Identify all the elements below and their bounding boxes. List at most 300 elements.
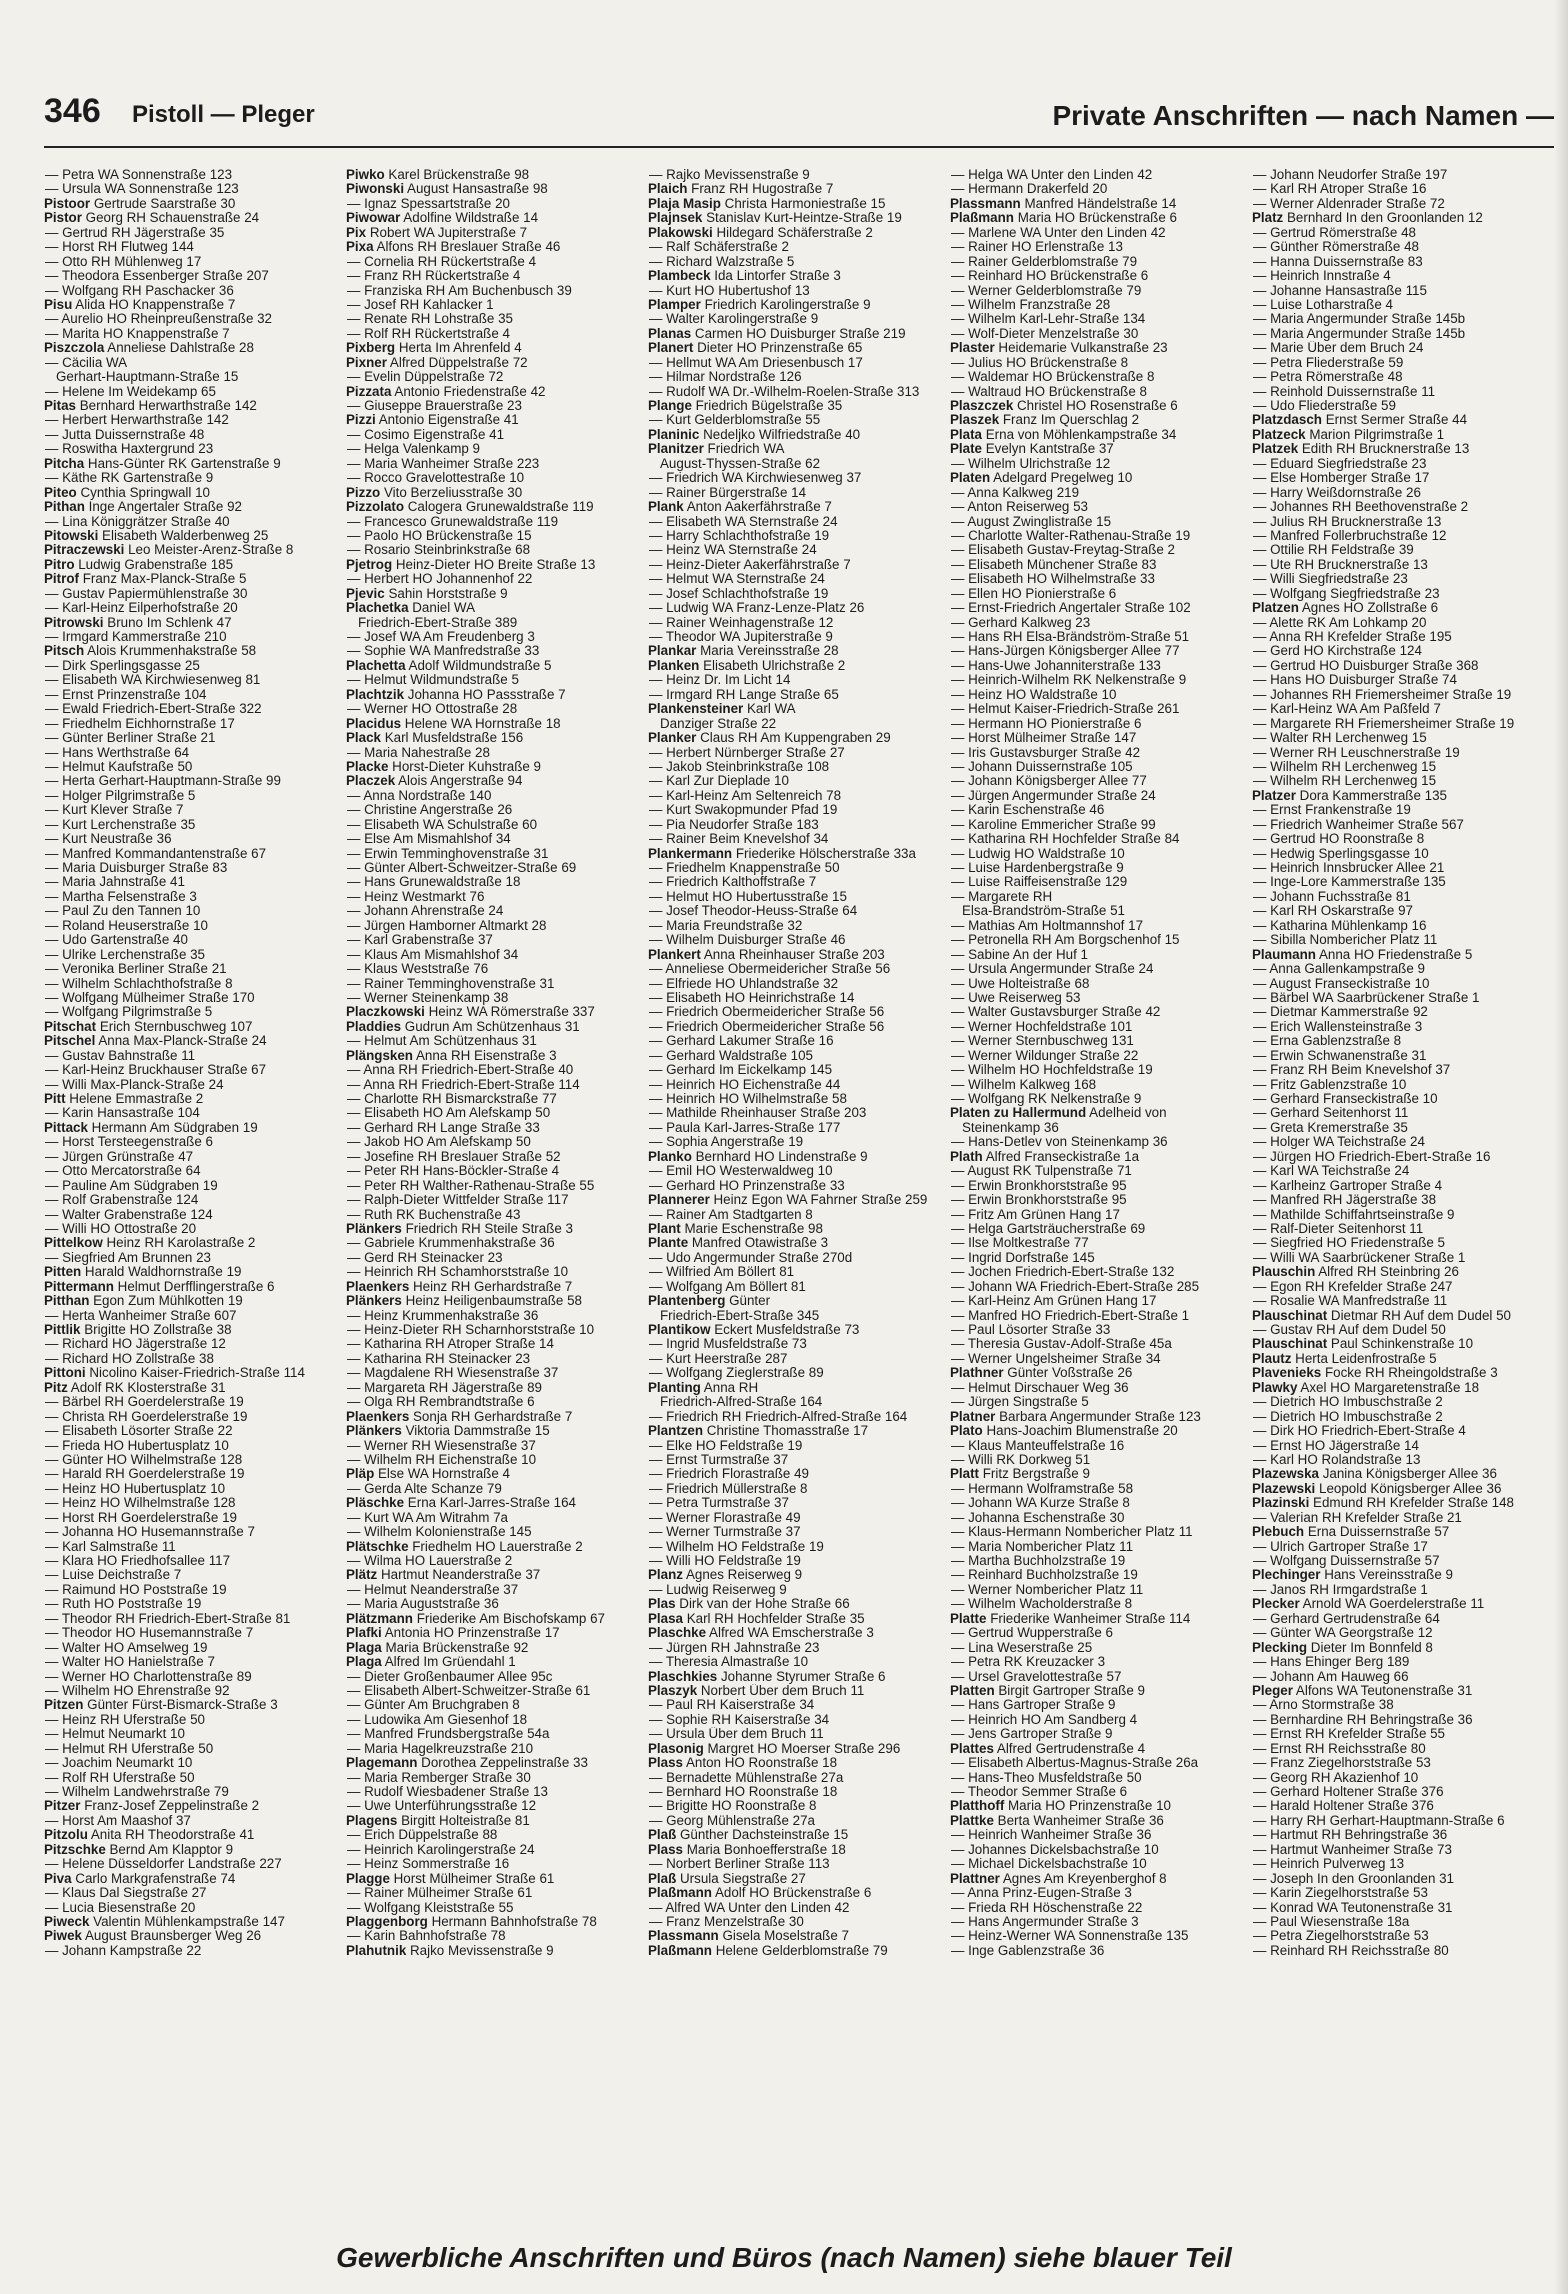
directory-entry: — Hans Gartroper Straße 9 xyxy=(951,1698,1116,1713)
directory-entry: Plechinger Hans Vereinsstraße 9 xyxy=(1252,1568,1453,1583)
directory-entry: — Gertrud HO Roonstraße 8 xyxy=(1253,832,1425,847)
directory-entry: — Werner HO Ottostraße 28 xyxy=(347,702,518,717)
directory-entry: — Wilhelm Duisburger Straße 46 xyxy=(649,933,846,948)
directory-entry: — Elisabeth WA Schulstraße 60 xyxy=(347,817,538,832)
directory-entry: — Walter HO Hanielstraße 7 xyxy=(45,1655,215,1670)
directory-entry: — Mathilde Rheinhauser Straße 203 xyxy=(649,1106,867,1121)
directory-entry: Pittlik Brigitte HO Zollstraße 38 xyxy=(44,1323,232,1337)
directory-entry: — Jakob Steinbrinkstraße 108 xyxy=(649,759,830,774)
directory-entry: — Wolfgang RK Nelkenstraße 9 xyxy=(951,1092,1142,1106)
directory-entry: Plantzen Christine Thomasstraße 17 xyxy=(648,1424,869,1439)
directory-entry: — Hans Werthstraße 64 xyxy=(45,745,190,760)
directory-entry: — Heinz HO Wilhelmstraße 128 xyxy=(45,1496,236,1511)
directory-entry: Plaßmann Helene Gelderblomstraße 79 xyxy=(648,1943,888,1958)
directory-entry: — Elisabeth Albert-Schweitzer-Straße 61 xyxy=(347,1683,591,1698)
directory-entry: Platzdasch Ernst Sermer Straße 44 xyxy=(1252,413,1468,428)
directory-entry: — Hans-Theo Musfeldstraße 50 xyxy=(951,1770,1142,1785)
directory-entry: Plaggenborg Hermann Bahnhofstraße 78 xyxy=(346,1914,597,1929)
directory-entry: — Hans-Jürgen Königsberger Allee 77 xyxy=(951,644,1180,659)
directory-entry: Plavenieks Focke RH Rheingoldstraße 3 xyxy=(1252,1366,1498,1381)
directory-column xyxy=(950,168,1252,2198)
directory-entry: Steinenkamp 36 xyxy=(962,1120,1059,1135)
directory-entry: Danziger Straße 22 xyxy=(660,716,777,731)
directory-column xyxy=(648,168,950,2198)
directory-entry: — Frieda HO Hubertusplatz 10 xyxy=(45,1438,229,1453)
directory-entry: — Karl-Heinz Bruckhauser Straße 67 xyxy=(45,1063,267,1078)
directory-entry: — Karin Bahnhofstraße 78 xyxy=(347,1929,506,1944)
directory-entry: — Friedhelm Knappenstraße 50 xyxy=(649,861,840,875)
directory-entry: — Rainer Mülheimer Straße 61 xyxy=(347,1886,533,1901)
directory-entry: — Margarete RH xyxy=(951,889,1053,904)
directory-entry: — Ottilie RH Feldstraße 39 xyxy=(1253,543,1414,558)
directory-entry: — Luise Lotharstraße 4 xyxy=(1253,297,1393,312)
directory-columns xyxy=(44,168,1554,2198)
directory-entry: — Helmut Kaiser-Friedrich-Straße 261 xyxy=(951,702,1180,717)
directory-entry: — Jakob HO Am Alefskamp 50 xyxy=(347,1135,531,1150)
directory-entry: — Sophia Angerstraße 19 xyxy=(649,1135,804,1150)
directory-entry: Plankermann Friederike Hölscherstraße 33a xyxy=(648,846,916,861)
directory-entry: Pixa Alfons RH Breslauer Straße 46 xyxy=(346,240,561,255)
directory-entry: Plass Maria Bonhoefferstraße 18 xyxy=(648,1842,846,1857)
directory-entry: Plaga Alfred Im Grüendahl 1 xyxy=(346,1655,516,1670)
directory-entry: — Sophie WA Manfredstraße 33 xyxy=(347,644,540,659)
directory-entry: — Ernst RH Krefelder Straße 55 xyxy=(1253,1727,1446,1742)
directory-entry: — Wolfgang Pilgrimstraße 5 xyxy=(45,1005,213,1020)
directory-entry: — Theodor RH Friedrich-Ebert-Straße 81 xyxy=(45,1611,291,1626)
directory-entry: — Hermann HO Pionierstraße 6 xyxy=(951,716,1142,731)
directory-entry: — Günther Römerstraße 48 xyxy=(1253,240,1419,255)
directory-entry: — Martha Felsenstraße 3 xyxy=(45,889,197,904)
directory-entry: Plack Karl Musfeldstraße 156 xyxy=(346,731,524,746)
directory-entry: — Harald RH Goerdelerstraße 19 xyxy=(45,1467,245,1482)
directory-entry: — Ruth RK Buchenstraße 43 xyxy=(347,1207,521,1222)
directory-entry: Plaenkers Sonja RH Gerhardstraße 7 xyxy=(346,1409,573,1424)
directory-entry: Planert Dieter HO Prinzenstraße 65 xyxy=(648,341,863,356)
directory-entry: — Aurelio HO Rheinpreußenstraße 32 xyxy=(45,312,273,327)
directory-entry: — Ernst-Friedrich Angertaler Straße 102 xyxy=(951,601,1191,616)
directory-entry: — Rainer Beim Knevelshof 34 xyxy=(649,832,829,847)
directory-entry: — Gustav Papiermühlenstraße 30 xyxy=(45,586,248,601)
directory-entry: Plautz Herta Leidenfrostraße 5 xyxy=(1252,1351,1437,1366)
directory-entry: — Peter RH Walther-Rathenau-Straße 55 xyxy=(347,1178,595,1193)
directory-entry: — Wilhelm HO Feldstraße 19 xyxy=(649,1539,824,1554)
directory-entry: — Kurt HO Hubertushof 13 xyxy=(649,283,810,298)
directory-entry: — Friedhelm Eichhornstraße 17 xyxy=(45,716,235,731)
directory-entry: — Josef Theodor-Heuss-Straße 64 xyxy=(649,904,858,919)
directory-entry: — Holger WA Teichstraße 24 xyxy=(1253,1135,1425,1150)
directory-entry: Plachetka Daniel WA xyxy=(346,601,476,616)
directory-entry: Platen zu Hallermund Adelheid von xyxy=(950,1106,1167,1121)
directory-entry: Plata Erna von Möhlenkampstraße 34 xyxy=(950,427,1177,442)
directory-entry: — Johanne Hansastraße 115 xyxy=(1253,283,1427,298)
directory-entry: Plass Anton HO Roonstraße 18 xyxy=(648,1756,838,1771)
directory-entry: — Bernhardine RH Behringstraße 36 xyxy=(1253,1712,1473,1727)
directory-entry: Plahutnik Rajko Mevissenstraße 9 xyxy=(346,1943,554,1958)
directory-entry: — Theresia Almastraße 10 xyxy=(649,1655,809,1670)
directory-entry: — Anton Reiserweg 53 xyxy=(951,500,1088,515)
directory-entry: — Manfred Follerbruchstraße 12 xyxy=(1253,528,1447,543)
directory-entry: Plattke Berta Wanheimer Straße 36 xyxy=(950,1813,1164,1828)
directory-entry: Friedrich-Ebert-Straße 345 xyxy=(660,1308,820,1323)
directory-entry: — Luise Deichstraße 7 xyxy=(45,1568,182,1583)
directory-entry: — Wilhelm HO Hochfeldstraße 19 xyxy=(951,1063,1153,1078)
directory-entry: — Reinhard RH Reichsstraße 80 xyxy=(1253,1943,1449,1958)
directory-entry: — Cosimo Eigenstraße 41 xyxy=(347,427,505,442)
directory-entry: Piva Carlo Markgrafenstraße 74 xyxy=(44,1871,236,1886)
directory-entry: — Rolf RH Uferstraße 50 xyxy=(45,1770,195,1785)
directory-entry: — Heinrich Karolingerstraße 24 xyxy=(347,1842,535,1857)
directory-entry: — Marita HO Knappenstraße 7 xyxy=(45,326,230,341)
directory-entry: Pizzata Antonio Friedenstraße 42 xyxy=(346,384,546,399)
directory-entry: Friedrich-Ebert-Straße 389 xyxy=(358,615,518,630)
directory-entry: Pitschel Anna Max-Planck-Straße 24 xyxy=(44,1034,267,1049)
directory-entry: — Josef Schlachthofstraße 19 xyxy=(649,586,829,601)
directory-entry: — Uwe Holteistraße 68 xyxy=(951,976,1090,991)
directory-entry: — Johann Duissernstraße 105 xyxy=(951,759,1133,774)
directory-entry: — Ralf-Dieter Seitenhorst 11 xyxy=(1253,1221,1424,1236)
directory-entry: — Katharina RH Hochfelder Straße 84 xyxy=(951,832,1180,847)
directory-entry: — Karoline Emmericher Straße 99 xyxy=(951,817,1156,832)
directory-entry: — Johannes Dickelsbachstraße 10 xyxy=(951,1842,1159,1857)
directory-entry: Plaß Ursula Siegstraße 27 xyxy=(648,1871,806,1886)
directory-entry: Plante Manfred Otawistraße 3 xyxy=(648,1236,829,1251)
directory-entry: — Elisabeth Gustav-Freytag-Straße 2 xyxy=(951,543,1176,558)
directory-entry: — Herta Gerhart-Hauptmann-Straße 99 xyxy=(45,774,281,789)
directory-entry: — Katharina Mühlenkamp 16 xyxy=(1253,918,1427,933)
directory-entry: Plamper Friedrich Karolingerstraße 9 xyxy=(648,297,871,312)
directory-entry: — Walter Grabenstraße 124 xyxy=(45,1207,213,1222)
directory-entry: — Friedrich Wanheimer Straße 567 xyxy=(1253,817,1464,832)
directory-entry: Plassmann Manfred Händelstraße 14 xyxy=(950,196,1177,211)
directory-entry: Pitthan Egon Zum Mühlkotten 19 xyxy=(44,1294,243,1309)
directory-entry: Plaszczek Christel HO Rosenstraße 6 xyxy=(950,399,1178,413)
directory-entry: Plaga Maria Brückenstraße 92 xyxy=(346,1640,529,1655)
directory-entry: — Jutta Duissernstraße 48 xyxy=(45,427,205,442)
directory-entry: Plaszyk Norbert Über dem Bruch 11 xyxy=(648,1683,865,1698)
directory-entry: — Irmgard RH Lange Straße 65 xyxy=(649,687,839,702)
directory-entry: — Rocco Gravelottestraße 10 xyxy=(347,471,525,486)
directory-entry: — Herta Wanheimer Straße 607 xyxy=(45,1308,237,1323)
directory-entry: — Günter WA Georgstraße 12 xyxy=(1253,1626,1433,1641)
directory-entry: — Horst RH Flutweg 144 xyxy=(45,240,194,255)
directory-entry: — Hans-Detlev von Steinenkamp 36 xyxy=(951,1135,1168,1150)
directory-entry: — Karl WA Teichstraße 24 xyxy=(1253,1164,1410,1179)
directory-entry: Pix Robert WA Jupiterstraße 7 xyxy=(346,225,528,240)
directory-entry: — Horst RH Goerdelerstraße 19 xyxy=(45,1510,237,1525)
directory-entry: Plawky Axel HO Margaretenstraße 18 xyxy=(1252,1380,1480,1395)
directory-entry: — Johannes RH Beethovenstraße 2 xyxy=(1253,500,1469,515)
directory-entry: — Heinrich-Wilhelm RK Nelkenstraße 9 xyxy=(951,673,1187,688)
directory-entry: — Rudolf Wiesbadener Straße 13 xyxy=(347,1785,548,1799)
directory-entry: Plas Dirk van der Hohe Straße 66 xyxy=(648,1597,850,1612)
directory-entry: — Elisabeth WA Kirchwiesenweg 81 xyxy=(45,673,261,688)
directory-entry: — Anna Nordstraße 140 xyxy=(347,788,492,803)
directory-entry: Plank Anton Aakerfährstraße 7 xyxy=(648,500,832,515)
directory-entry: — Wilhelm Karl-Lehr-Straße 134 xyxy=(951,312,1146,327)
directory-entry: — Karl RH Oskarstraße 97 xyxy=(1253,904,1413,919)
directory-entry: Pitrof Franz Max-Planck-Straße 5 xyxy=(44,572,247,587)
directory-entry: Pixner Alfred Düppelstraße 72 xyxy=(346,355,528,370)
directory-entry: — Karin Hansastraße 104 xyxy=(45,1106,200,1121)
directory-entry: — Heinz Sommerstraße 16 xyxy=(347,1857,510,1872)
directory-entry: Planko Bernhard HO Lindenstraße 9 xyxy=(648,1149,868,1164)
directory-entry: — Werner Hochfeldstraße 101 xyxy=(951,1019,1133,1034)
directory-entry: — Jens Gartroper Straße 9 xyxy=(951,1727,1113,1742)
directory-entry: — Johann Am Hauweg 66 xyxy=(1253,1669,1409,1684)
directory-entry: — Walter RH Lerchenweg 15 xyxy=(1253,731,1427,746)
directory-entry: — Rajko Mevissenstraße 9 xyxy=(649,168,810,182)
directory-entry: Plecker Arnold WA Goerdelerstraße 11 xyxy=(1252,1597,1485,1612)
directory-entry: Plathner Günter Voßstraße 26 xyxy=(950,1366,1133,1381)
directory-entry: Pixberg Herta Im Ahrenfeld 4 xyxy=(346,341,522,356)
directory-entry: — Reinhard Buchholzstraße 19 xyxy=(951,1568,1138,1583)
directory-entry: — Helmut HO Hubertusstraße 15 xyxy=(649,889,847,904)
directory-entry: Pitzer Franz-Josef Zeppelinstraße 2 xyxy=(44,1799,260,1814)
directory-entry: — Theodora Essenberger Straße 207 xyxy=(45,269,269,284)
directory-entry: Pitzen Günter Fürst-Bismarck-Straße 3 xyxy=(44,1698,278,1713)
directory-entry: — Helga Gartsträucherstraße 69 xyxy=(951,1221,1146,1236)
directory-entry: — Werner Nombericher Platz 11 xyxy=(951,1582,1144,1597)
directory-entry: — Heinrich RH Schamhorststraße 10 xyxy=(347,1265,569,1280)
directory-entry: — Ludwig HO Waldstraße 10 xyxy=(951,846,1125,861)
directory-entry: — Anna Prinz-Eugen-Straße 3 xyxy=(951,1886,1132,1901)
directory-entry: — Otto Mercatorstraße 64 xyxy=(45,1164,201,1179)
directory-entry: Plasonig Margret HO Moerser Straße 296 xyxy=(648,1741,901,1756)
directory-entry: — Sabine An der Huf 1 xyxy=(951,947,1088,962)
directory-entry: Planas Carmen HO Duisburger Straße 219 xyxy=(648,326,906,341)
directory-entry: — Anneliese Obermeidericher Straße 56 xyxy=(649,962,891,977)
directory-entry: Plasa Karl RH Hochfelder Straße 35 xyxy=(648,1611,865,1626)
directory-entry: — Uwe Unterführungsstraße 12 xyxy=(347,1799,537,1814)
directory-entry: — Michael Dickelsbachstraße 10 xyxy=(951,1857,1147,1872)
directory-entry: — Wilhelm Kalkweg 168 xyxy=(951,1077,1097,1092)
directory-entry: — Hermann Drakerfeld 20 xyxy=(951,182,1108,197)
directory-entry: — Margarete RH Friemersheimer Straße 19 xyxy=(1253,716,1515,731)
directory-entry: — Uwe Reiserweg 53 xyxy=(951,990,1081,1005)
directory-entry: — Helmut RH Uferstraße 50 xyxy=(45,1741,214,1756)
directory-entry: — Heinrich HO Eichenstraße 44 xyxy=(649,1077,841,1092)
directory-entry: — Wilfried Am Böllert 81 xyxy=(649,1265,795,1280)
directory-entry: — Wilhelm RH Eichenstraße 10 xyxy=(347,1452,537,1467)
directory-entry: — Herbert HO Johannenhof 22 xyxy=(347,572,533,587)
directory-entry: — Wolfgang Siegfriedstraße 23 xyxy=(1253,586,1440,601)
directory-entry: — Rolf RH Rückertstraße 4 xyxy=(347,326,510,341)
directory-entry: — Siegfried HO Friedenstraße 5 xyxy=(1253,1236,1446,1251)
directory-entry: — Willi HO Feldstraße 19 xyxy=(649,1554,801,1568)
directory-entry: — Werner Florastraße 49 xyxy=(649,1510,801,1525)
directory-entry: — Werner Sternbuschweg 131 xyxy=(951,1034,1134,1049)
directory-entry: — Helmut Am Schützenhaus 31 xyxy=(347,1034,537,1049)
directory-entry: — Anna RH Friedrich-Ebert-Straße 40 xyxy=(347,1063,574,1078)
directory-entry: — Willi WA Saarbrückener Straße 1 xyxy=(1253,1250,1466,1265)
directory-entry: — Harry Weißdornstraße 26 xyxy=(1253,485,1421,500)
directory-entry: — Petra Ziegelhorststraße 53 xyxy=(1253,1929,1429,1944)
directory-entry: — Heinrich HO Am Sandberg 4 xyxy=(951,1712,1138,1727)
directory-entry: Pitrowski Bruno Im Schlenk 47 xyxy=(44,615,232,630)
directory-entry: Pitten Harald Waldhornstraße 19 xyxy=(44,1265,242,1280)
directory-entry: — August Zwinglistraße 15 xyxy=(951,514,1112,529)
directory-entry: Plassmann Gisela Moselstraße 7 xyxy=(648,1929,849,1944)
directory-entry: Pitt Helene Emmastraße 2 xyxy=(44,1092,204,1106)
directory-entry: — Alfred WA Unter den Linden 42 xyxy=(649,1900,850,1915)
directory-entry: — Friedrich Kalthoffstraße 7 xyxy=(649,875,817,890)
directory-entry: Pitsch Alois Krummenhakstraße 58 xyxy=(44,644,257,659)
directory-entry: — Fritz Am Grünen Hang 17 xyxy=(951,1207,1120,1222)
directory-entry: — Johanna Eschenstraße 30 xyxy=(951,1510,1125,1525)
page-edge-shadow xyxy=(1554,0,1568,2294)
directory-entry: — Sophie RH Kaiserstraße 34 xyxy=(649,1712,830,1727)
directory-entry: — Charlotte Walter-Rathenau-Straße 19 xyxy=(951,528,1191,543)
directory-entry: — Greta Kremerstraße 35 xyxy=(1253,1120,1408,1135)
directory-entry: — Ludowika Am Giesenhof 18 xyxy=(347,1712,528,1727)
directory-entry: Plachtzik Johanna HO Passstraße 7 xyxy=(346,687,566,702)
directory-entry: — Jürgen HO Friedrich-Ebert-Straße 16 xyxy=(1253,1149,1491,1164)
directory-entry: — Wilhelm Ulrichstraße 12 xyxy=(951,456,1111,471)
directory-entry: Plaja Masip Christa Harmoniestraße 15 xyxy=(648,196,886,211)
directory-entry: — Ulrike Lerchenstraße 35 xyxy=(45,947,206,962)
directory-entry: — Willi Max-Planck-Straße 24 xyxy=(45,1077,224,1092)
directory-entry: — Kurt Heerstraße 287 xyxy=(649,1351,788,1366)
directory-entry: — Lina Weserstraße 25 xyxy=(951,1640,1093,1655)
directory-entry: — Marie Über dem Bruch 24 xyxy=(1253,341,1424,356)
directory-entry: Plange Friedrich Bügelstraße 35 xyxy=(648,399,843,413)
directory-entry: Placke Horst-Dieter Kuhstraße 9 xyxy=(346,759,542,774)
directory-entry: — Else Homberger Straße 17 xyxy=(1253,471,1430,486)
directory-entry: — Kurt Klever Straße 7 xyxy=(45,803,184,818)
directory-entry: — Willi HO Ottostraße 20 xyxy=(45,1221,197,1236)
directory-entry: — Reinhard HO Brückenstraße 6 xyxy=(951,269,1149,284)
directory-entry: Pladdies Gudrun Am Schützenhaus 31 xyxy=(346,1019,580,1034)
directory-entry: — Dietmar Kammerstraße 92 xyxy=(1253,1005,1428,1020)
directory-entry: — Franz Menzelstraße 30 xyxy=(649,1914,804,1929)
directory-entry: — Karin Ziegelhorststraße 53 xyxy=(1253,1886,1428,1901)
directory-entry: — Petra WA Sonnenstraße 123 xyxy=(45,168,233,182)
directory-entry: Pitas Bernhard Herwarthstraße 142 xyxy=(44,399,257,413)
directory-entry: — Roswitha Haxtergrund 23 xyxy=(45,442,214,457)
directory-entry: Plakowski Hildegard Schäferstraße 2 xyxy=(648,225,873,240)
directory-entry: — Walter Karolingerstraße 9 xyxy=(649,312,819,327)
directory-entry: — Dietrich HO Imbuschstraße 2 xyxy=(1253,1395,1443,1410)
directory-entry: — Günter Albert-Schweitzer-Straße 69 xyxy=(347,861,577,875)
directory-entry: — Georg RH Akazienhof 10 xyxy=(1253,1770,1419,1785)
directory-entry: Plankensteiner Karl WA xyxy=(648,702,796,717)
directory-entry: — Maria Freundstraße 32 xyxy=(649,918,803,933)
directory-entry: — Ruth HO Poststraße 19 xyxy=(45,1597,202,1612)
directory-entry: — Helmut WA Sternstraße 24 xyxy=(649,572,825,587)
directory-entry: — Ursel Gravelottestraße 57 xyxy=(951,1669,1122,1684)
directory-entry: — Udo Fliederstraße 59 xyxy=(1253,399,1396,413)
directory-entry: Piwowar Adolfine Wildstraße 14 xyxy=(346,211,539,226)
directory-entry: Plecking Dieter Im Bonnfeld 8 xyxy=(1252,1640,1433,1655)
directory-entry: Pitro Ludwig Grabenstraße 185 xyxy=(44,557,234,572)
directory-entry: — Friedrich Obermeidericher Straße 56 xyxy=(649,1005,885,1020)
directory-entry: — Werner Aldenrader Straße 72 xyxy=(1253,196,1445,211)
directory-entry: — Janos RH Irmgardstraße 1 xyxy=(1253,1582,1428,1597)
directory-entry: Planken Elisabeth Ulrichstraße 2 xyxy=(648,658,846,673)
directory-entry: — Wilhelm HO Ehrenstraße 92 xyxy=(45,1683,230,1698)
directory-entry: Plafki Antonia HO Prinzenstraße 17 xyxy=(346,1626,560,1641)
directory-entry: Platen Adelgard Pregelweg 10 xyxy=(950,471,1133,486)
directory-entry: — Ursula WA Sonnenstraße 123 xyxy=(45,182,239,197)
directory-entry: — Johann Ahrenstraße 24 xyxy=(347,904,504,919)
directory-entry: — Gerhard HO Prinzenstraße 33 xyxy=(649,1178,845,1193)
directory-entry: — Sibilla Nombericher Platz 11 xyxy=(1253,933,1438,948)
directory-entry: — Karin Eschenstraße 46 xyxy=(951,803,1105,818)
directory-entry: — Johann Königsberger Allee 77 xyxy=(951,774,1147,789)
directory-entry: — Karl-Heinz Am Grünen Hang 17 xyxy=(951,1294,1157,1309)
directory-entry: — Gerda Alte Schanze 79 xyxy=(347,1481,502,1496)
directory-entry: — Maria Angermunder Straße 145b xyxy=(1253,326,1466,341)
directory-entry: — Olga RH Rembrandtstraße 6 xyxy=(347,1395,535,1410)
directory-column xyxy=(1252,168,1554,2198)
directory-entry: Plängsken Anna RH Eisenstraße 3 xyxy=(346,1048,557,1063)
directory-entry: — Gerhard Lakumer Straße 16 xyxy=(649,1034,834,1049)
directory-entry: — Elke HO Feldstraße 19 xyxy=(649,1438,803,1453)
directory-entry: — Gertrud Römerstraße 48 xyxy=(1253,225,1416,240)
directory-entry: Plätzmann Friederike Am Bischofskamp 67 xyxy=(346,1611,605,1626)
directory-entry: — Rosario Steinbrinkstraße 68 xyxy=(347,543,531,558)
directory-entry: — Werner Ungelsheimer Straße 34 xyxy=(951,1351,1161,1366)
directory-entry: — Katharina RH Steinacker 23 xyxy=(347,1351,531,1366)
directory-entry: — Gerd HO Kirchstraße 124 xyxy=(1253,644,1422,659)
directory-entry: — Bärbel RH Goerdelerstraße 19 xyxy=(45,1395,244,1410)
directory-entry: — Emil HO Westerwaldweg 10 xyxy=(649,1164,833,1179)
directory-entry: — Richard HO Jägerstraße 12 xyxy=(45,1337,226,1352)
directory-entry: — Gustav RH Auf dem Dudel 50 xyxy=(1253,1323,1446,1337)
directory-entry: — Heinrich Innsbrucker Allee 21 xyxy=(1253,861,1445,875)
directory-entry: — Evelin Düppelstraße 72 xyxy=(347,370,504,385)
directory-entry: — Waltraud HO Brückenstraße 8 xyxy=(951,384,1147,399)
directory-entry: Planinic Nedeljko Wilfriedstraße 40 xyxy=(648,427,861,442)
directory-entry: — Karl HO Rolandstraße 13 xyxy=(1253,1452,1421,1467)
directory-entry: — Rainer Weinhagenstraße 12 xyxy=(649,615,834,630)
directory-entry: — Helene Düsseldorfer Landstraße 227 xyxy=(45,1857,282,1872)
directory-entry: — Dirk Sperlingsgasse 25 xyxy=(45,658,200,673)
directory-entry: — Johann Fuchsstraße 81 xyxy=(1253,889,1411,904)
directory-entry: — Klaus Dal Siegstraße 27 xyxy=(45,1886,207,1901)
directory-entry: Plagens Birgitt Holteistraße 81 xyxy=(346,1813,530,1828)
directory-entry: Plaßmann Adolf HO Brückenstraße 6 xyxy=(648,1886,872,1901)
directory-entry: — Ralf Schäferstraße 2 xyxy=(649,240,789,255)
directory-entry: — Wolfgang Zieglerstraße 89 xyxy=(649,1366,824,1381)
directory-entry: — Elisabeth HO Wilhelmstraße 33 xyxy=(951,572,1155,587)
directory-column xyxy=(346,168,648,2198)
directory-entry: Plaenkers Heinz RH Gerhardstraße 7 xyxy=(346,1279,573,1294)
directory-entry: — Erwin Bronkhorststraße 95 xyxy=(951,1193,1127,1208)
directory-entry: — Gerhard Seitenhorst 11 xyxy=(1253,1106,1409,1121)
directory-entry: Elsa-Brandström-Straße 51 xyxy=(962,904,1125,919)
directory-entry: — Norbert Berliner Straße 113 xyxy=(649,1857,830,1872)
directory-entry: — Gertrud Wupperstraße 6 xyxy=(951,1626,1113,1641)
directory-entry: — Karl RH Atroper Straße 16 xyxy=(1253,182,1427,197)
page-header xyxy=(44,92,1554,140)
directory-entry: — Maria Duisburger Straße 83 xyxy=(45,861,228,875)
directory-entry: — Harry Schlachthofstraße 19 xyxy=(649,528,830,543)
directory-entry: Plato Hans-Joachim Blumenstraße 20 xyxy=(950,1424,1178,1439)
directory-entry: — Udo Gartenstraße 40 xyxy=(45,933,188,948)
directory-entry: — Theodor WA Jupiterstraße 9 xyxy=(649,630,833,644)
directory-entry: — Maria Remberger Straße 30 xyxy=(347,1770,531,1785)
directory-entry: — Ingrid Dorfstraße 145 xyxy=(951,1250,1095,1265)
directory-entry: — Gerhard Kalkweg 23 xyxy=(951,615,1091,630)
directory-entry: — Otto RH Mühlenweg 17 xyxy=(45,254,202,269)
directory-entry: — Klaus-Hermann Nombericher Platz 11 xyxy=(951,1525,1193,1540)
directory-entry: — Renate RH Lohstraße 35 xyxy=(347,312,513,327)
directory-entry: — Manfred Kommandantenstraße 67 xyxy=(45,846,267,861)
directory-entry: — Franz RH Beim Knevelshof 37 xyxy=(1253,1063,1451,1078)
directory-entry: — Helmut Wildmundstraße 5 xyxy=(347,673,519,688)
directory-entry: — Walter Gustavsburger Straße 42 xyxy=(951,1005,1161,1020)
